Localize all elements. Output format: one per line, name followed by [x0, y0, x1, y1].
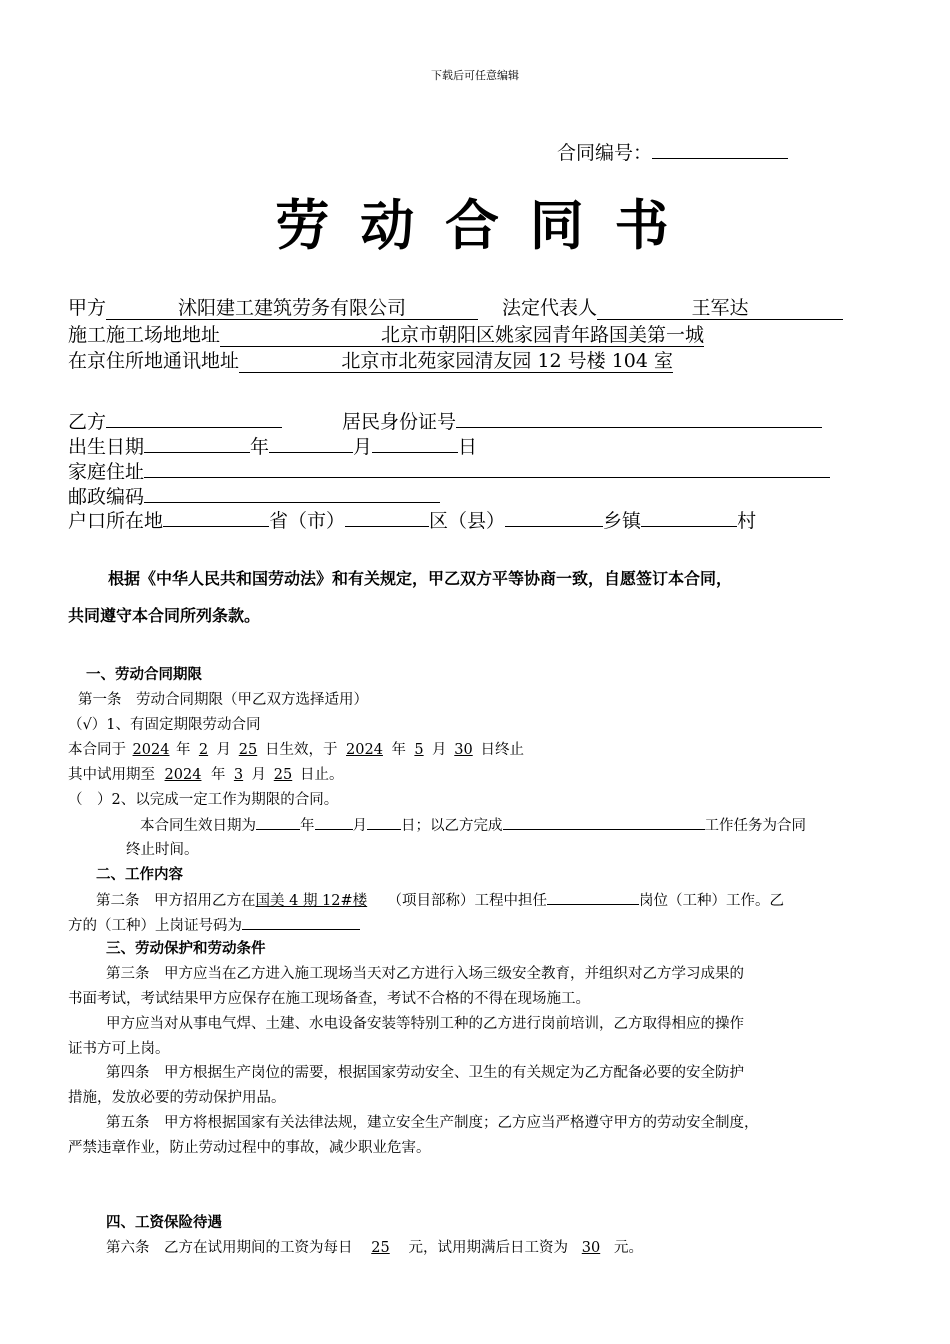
position-field[interactable] [547, 888, 639, 905]
full-wage: 30 [581, 1240, 601, 1256]
article-2-line-1: 第二条 甲方招用乙方在国美 4 期 12#楼 （项目部称）工程中担任 岗位（工种）工作。乙 [96, 888, 784, 910]
intro-line-1: 根据《中华人民共和国劳动法》和有关规定，甲乙双方平等协商一致，自愿签订本合同， [108, 569, 733, 588]
town-field[interactable] [505, 504, 603, 527]
site-address-line: 施工施工场地地址 北京市朝阳区姚家园青年路国美第一城 [68, 324, 705, 346]
section-2-heading: 二、工作内容 [96, 867, 183, 883]
trial-wage: 25 [371, 1240, 390, 1256]
mail-address-line: 在京住所地通讯地址 北京市北苑家园清友园 12 号楼 104 室 [68, 350, 674, 372]
party-b-line: 乙方 居民身份证号 [68, 405, 822, 434]
home-address-field[interactable] [144, 455, 830, 478]
birth-day-field[interactable] [372, 430, 458, 453]
section-3-heading: 三、劳动保护和劳动条件 [106, 941, 266, 957]
article-1: 第一条 劳动合同期限（甲乙双方选择适用） [78, 692, 368, 708]
article-5-line-2: 严禁违章作业，防止劳动过程中的事故，减少职业危害。 [68, 1140, 431, 1156]
article-4-line-1: 第四条 甲方根据生产岗位的需要，根据国家劳动安全、卫生的有关规定为乙方配备必要的安全防护 [106, 1065, 744, 1081]
article-2-line-2: 方的（工种）上岗证号码为 [68, 913, 360, 935]
opt2-day-field[interactable] [367, 813, 401, 830]
intro-line-2: 共同遵守本合同所列条款。 [68, 606, 261, 625]
legal-rep-name: 王军达 [597, 298, 843, 320]
article-4-line-2: 措施，发放必要的劳动保护用品。 [68, 1090, 286, 1106]
header-note: 下载后可任意编辑 [431, 69, 519, 82]
contract-number-field[interactable] [652, 138, 788, 159]
district-field[interactable] [345, 504, 429, 527]
article-6: 第六条 乙方在试用期间的工资为每日 25 元，试用期满后日工资为 30 元。 [106, 1240, 643, 1256]
page-title: 劳 动 合 同 书 [275, 194, 675, 257]
opt2-year-field[interactable] [256, 813, 300, 830]
village-field[interactable] [641, 504, 737, 527]
site-address: 北京市朝阳区姚家园青年路国美第一城 [220, 325, 704, 347]
trial-period-line: 其中试用期至 2024 年 3 月 25 日止。 [68, 767, 344, 783]
home-address-line: 家庭住址 [68, 455, 830, 484]
party-a-name: 沭阳建工建筑劳务有限公司 [106, 298, 478, 320]
project-name: 国美 4 期 12#楼 [255, 893, 368, 909]
certificate-number-field[interactable] [242, 913, 360, 930]
article-5-line-1: 第五条 甲方将根据国家有关法律法规，建立安全生产制度；乙方应当严格遵守甲方的劳动安全制度， [106, 1115, 759, 1131]
postal-code-field[interactable] [144, 480, 440, 503]
mail-address: 北京市北苑家园清友园 12 号楼 104 室 [239, 351, 673, 373]
hukou-line: 户口所在地 省（市） 区（县） 乡镇 村 [68, 504, 756, 533]
province-field[interactable] [163, 504, 269, 527]
section-1-heading: 一、劳动合同期限 [86, 667, 202, 683]
option-2-line-1: 本合同生效日期为 年 月 日；以乙方完成 工作任务为合同 [140, 813, 806, 835]
id-number-field[interactable] [456, 405, 822, 428]
party-a-line: 甲方 沭阳建工建筑劳务有限公司 法定代表人 王军达 [68, 293, 843, 320]
birth-date-line: 出生日期 年 月 日 [68, 430, 477, 459]
birth-month-field[interactable] [269, 430, 353, 453]
effective-date-line: 本合同于 2024 年 2 月 25 日生效，于 2024 年 5 月 30 日终止 [68, 742, 524, 758]
contract-number-label: 合同编号： [557, 138, 788, 165]
section-4-heading: 四、工资保险待遇 [106, 1215, 222, 1231]
article-3-line-1: 第三条 甲方应当在乙方进入施工现场当天对乙方进行入场三级安全教育，并组织对乙方学习成果的 [106, 966, 744, 982]
article-3-line-2: 书面考试，考试结果甲方应保存在施工现场备查，考试不合格的不得在现场施工。 [68, 991, 590, 1007]
opt2-month-field[interactable] [315, 813, 353, 830]
birth-year-field[interactable] [144, 430, 250, 453]
option-1: （√）1、有固定期限劳动合同 [68, 717, 261, 733]
party-b-name-field[interactable] [106, 405, 282, 428]
option-2: （ ）2、以完成一定工作为期限的合同。 [68, 792, 339, 808]
opt2-task-field[interactable] [503, 813, 705, 830]
option-2-line-2: 终止时间。 [126, 842, 199, 858]
postal-code-line: 邮政编码 [68, 480, 440, 509]
article-3b-line-2: 证书方可上岗。 [68, 1041, 170, 1057]
article-3b-line-1: 甲方应当对从事电气焊、土建、水电设备安装等特别工种的乙方进行岗前培训，乙方取得相应的操作 [106, 1016, 744, 1032]
